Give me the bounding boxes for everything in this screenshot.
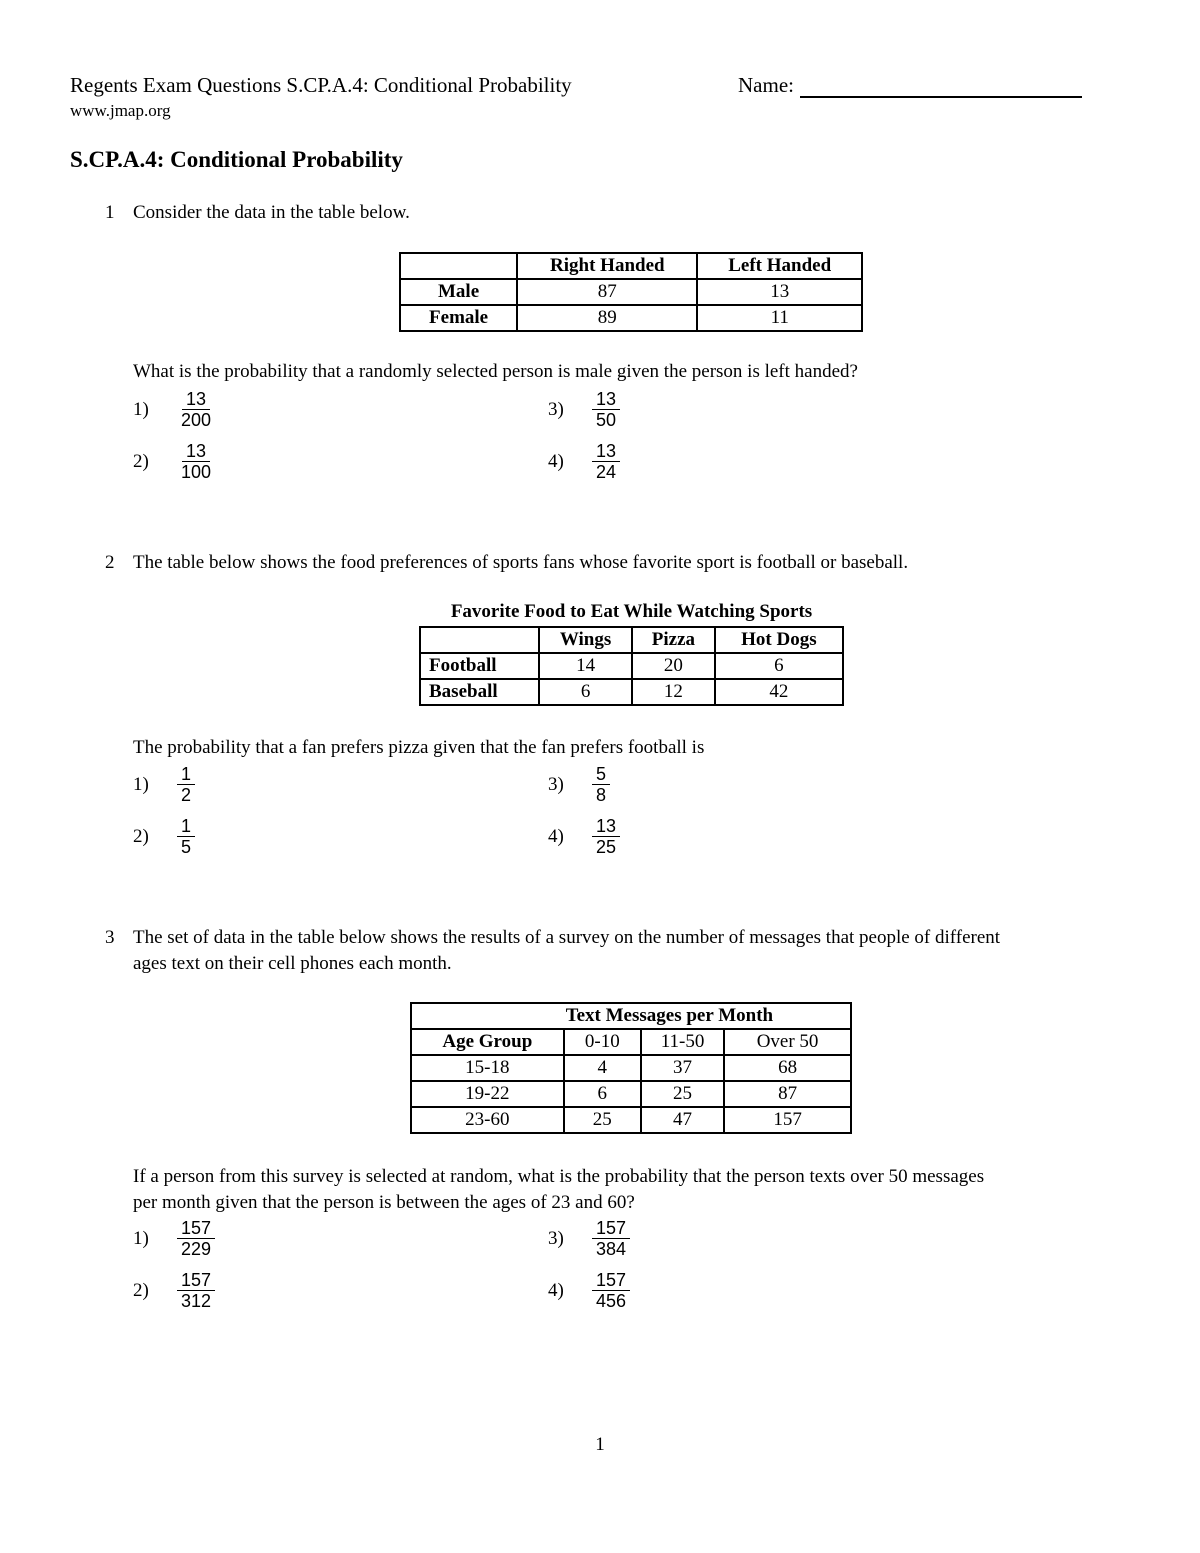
table-header-cell: Over 50 bbox=[724, 1029, 851, 1055]
table-cell: 87 bbox=[517, 279, 697, 305]
table-row bbox=[420, 679, 843, 705]
choice-label: 3) bbox=[548, 773, 564, 795]
answer-choice[interactable] bbox=[133, 1218, 215, 1259]
denominator: 200 bbox=[181, 410, 212, 430]
question-2-intro: The table below shows the food preferences of sports fans whose favorite sport is football or baseball. bbox=[133, 552, 909, 573]
denominator: 312 bbox=[181, 1291, 212, 1311]
question-3-table bbox=[410, 1002, 852, 1134]
fraction bbox=[592, 1270, 630, 1311]
denominator: 25 bbox=[596, 837, 617, 857]
table-header-cell bbox=[400, 253, 517, 279]
denominator: 8 bbox=[596, 785, 607, 805]
answer-choice[interactable] bbox=[548, 816, 620, 857]
numerator: 13 bbox=[592, 816, 620, 837]
table-cell: 25 bbox=[641, 1081, 724, 1107]
choice-label: 4) bbox=[548, 1279, 564, 1301]
page-number: 1 bbox=[595, 1434, 605, 1455]
fraction bbox=[177, 389, 215, 430]
table-cell: 11 bbox=[697, 305, 862, 331]
denominator: 384 bbox=[596, 1239, 627, 1259]
table-row bbox=[411, 1107, 851, 1133]
question-1-table bbox=[399, 252, 863, 332]
fraction bbox=[177, 764, 195, 805]
fraction bbox=[592, 389, 620, 430]
numerator: 13 bbox=[592, 441, 620, 462]
question-3-intro-line-2: ages text on their cell phones each month. bbox=[133, 953, 452, 974]
table-cell: 37 bbox=[641, 1055, 724, 1081]
table-header-cell: Hot Dogs bbox=[715, 627, 843, 653]
name-blank-line[interactable] bbox=[800, 74, 1082, 98]
table-cell: 12 bbox=[632, 679, 715, 705]
question-2-table bbox=[419, 626, 844, 706]
answer-choice[interactable] bbox=[133, 389, 215, 430]
question-3-intro-line-1: The set of data in the table below shows the results of a survey on the number of messages that people of different bbox=[133, 927, 1001, 948]
choice-label: 1) bbox=[133, 398, 149, 420]
site-url: www.jmap.org bbox=[70, 101, 171, 120]
table-row-label: Football bbox=[420, 653, 539, 679]
numerator: 157 bbox=[592, 1270, 630, 1291]
table-header-cell: 0-10 bbox=[564, 1029, 641, 1055]
choice-label: 3) bbox=[548, 398, 564, 420]
name-label: Name: bbox=[738, 73, 794, 97]
numerator: 157 bbox=[177, 1218, 215, 1239]
fraction bbox=[177, 1218, 215, 1259]
table-header-cell: Age Group bbox=[411, 1029, 564, 1055]
fraction bbox=[592, 441, 620, 482]
denominator: 2 bbox=[181, 785, 192, 805]
table-cell: 6 bbox=[715, 653, 843, 679]
table-cell: 89 bbox=[517, 305, 697, 331]
denominator: 229 bbox=[181, 1239, 212, 1259]
answer-choice[interactable] bbox=[548, 389, 620, 430]
table-row-label: 23-60 bbox=[411, 1107, 564, 1133]
numerator: 157 bbox=[177, 1270, 215, 1291]
table-header-cell: Left Handed bbox=[697, 253, 862, 279]
fraction bbox=[177, 441, 215, 482]
fraction bbox=[592, 1218, 630, 1259]
table-cell: 6 bbox=[539, 679, 632, 705]
answer-choice[interactable] bbox=[548, 764, 610, 805]
answer-choice[interactable] bbox=[133, 1270, 215, 1311]
choice-label: 3) bbox=[548, 1227, 564, 1249]
table-cell: 47 bbox=[641, 1107, 724, 1133]
answer-choice[interactable] bbox=[548, 1218, 630, 1259]
fraction bbox=[592, 816, 620, 857]
numerator: 13 bbox=[182, 441, 210, 462]
table-header-cell bbox=[420, 627, 539, 653]
table-cell: 14 bbox=[539, 653, 632, 679]
question-3-prompt-line-2: per month given that the person is between the ages of 23 and 60? bbox=[133, 1192, 635, 1213]
table-cell: 157 bbox=[724, 1107, 851, 1133]
fraction bbox=[177, 816, 195, 857]
table-row bbox=[400, 305, 862, 331]
choice-label: 2) bbox=[133, 825, 149, 847]
table-header-cell: Pizza bbox=[632, 627, 715, 653]
table-caption-spacer bbox=[411, 1003, 564, 1029]
question-2-prompt: The probability that a fan prefers pizza given that the fan prefers football is bbox=[133, 737, 705, 758]
table-row-label: Male bbox=[400, 279, 517, 305]
table-row-label: 15-18 bbox=[411, 1055, 564, 1081]
question-1-prompt: What is the probability that a randomly selected person is male given the person is left handed? bbox=[133, 361, 858, 382]
table-row bbox=[411, 1081, 851, 1107]
table-cell: 20 bbox=[632, 653, 715, 679]
fraction bbox=[177, 1270, 215, 1311]
table-row bbox=[420, 653, 843, 679]
numerator: 13 bbox=[592, 389, 620, 410]
table-row-label: 19-22 bbox=[411, 1081, 564, 1107]
denominator: 24 bbox=[596, 462, 617, 482]
choice-label: 1) bbox=[133, 1227, 149, 1249]
question-1-intro: Consider the data in the table below. bbox=[133, 202, 410, 223]
answer-choice[interactable] bbox=[133, 441, 215, 482]
numerator: 1 bbox=[177, 816, 195, 837]
question-1-number: 1 bbox=[105, 202, 115, 223]
numerator: 13 bbox=[182, 389, 210, 410]
table-header-cell: 11-50 bbox=[641, 1029, 724, 1055]
table-header-row bbox=[411, 1029, 851, 1055]
choice-label: 1) bbox=[133, 773, 149, 795]
table-header-row bbox=[400, 253, 862, 279]
choice-label: 2) bbox=[133, 1279, 149, 1301]
denominator: 50 bbox=[596, 410, 617, 430]
table-row bbox=[400, 279, 862, 305]
numerator: 157 bbox=[592, 1218, 630, 1239]
question-3-prompt-line-1: If a person from this survey is selected at random, what is the probability that the person texts over 50 messages bbox=[133, 1166, 985, 1187]
table-cell: 68 bbox=[724, 1055, 851, 1081]
table-cell: 6 bbox=[564, 1081, 641, 1107]
answer-choice[interactable] bbox=[548, 1270, 630, 1311]
denominator: 5 bbox=[181, 837, 192, 857]
document-title: Regents Exam Questions S.CP.A.4: Conditional Probability bbox=[70, 73, 572, 97]
table-row-label: Baseball bbox=[420, 679, 539, 705]
denominator: 456 bbox=[596, 1291, 627, 1311]
table-header-cell: Right Handed bbox=[517, 253, 697, 279]
choice-label: 2) bbox=[133, 450, 149, 472]
answer-choice[interactable] bbox=[548, 441, 620, 482]
numerator: 1 bbox=[177, 764, 195, 785]
answer-choice[interactable] bbox=[133, 816, 195, 857]
table-caption-row bbox=[411, 1003, 851, 1029]
name-field bbox=[738, 73, 1082, 98]
fraction bbox=[592, 764, 610, 805]
answer-choice[interactable] bbox=[133, 764, 195, 805]
question-3-number: 3 bbox=[105, 927, 115, 948]
choice-label: 4) bbox=[548, 450, 564, 472]
question-2-number: 2 bbox=[105, 552, 115, 573]
table-cell: 42 bbox=[715, 679, 843, 705]
table-header-row bbox=[420, 627, 843, 653]
table-row-label: Female bbox=[400, 305, 517, 331]
numerator: 5 bbox=[592, 764, 610, 785]
table-row bbox=[411, 1055, 851, 1081]
table-cell: 4 bbox=[564, 1055, 641, 1081]
denominator: 100 bbox=[181, 462, 212, 482]
choice-label: 4) bbox=[548, 825, 564, 847]
table-header-cell: Wings bbox=[539, 627, 632, 653]
section-title: S.CP.A.4: Conditional Probability bbox=[70, 147, 403, 172]
table-cell: 13 bbox=[697, 279, 862, 305]
table-caption: Text Messages per Month bbox=[564, 1003, 851, 1029]
table-cell: 25 bbox=[564, 1107, 641, 1133]
table-caption: Favorite Food to Eat While Watching Sports bbox=[450, 601, 813, 622]
table-cell: 87 bbox=[724, 1081, 851, 1107]
